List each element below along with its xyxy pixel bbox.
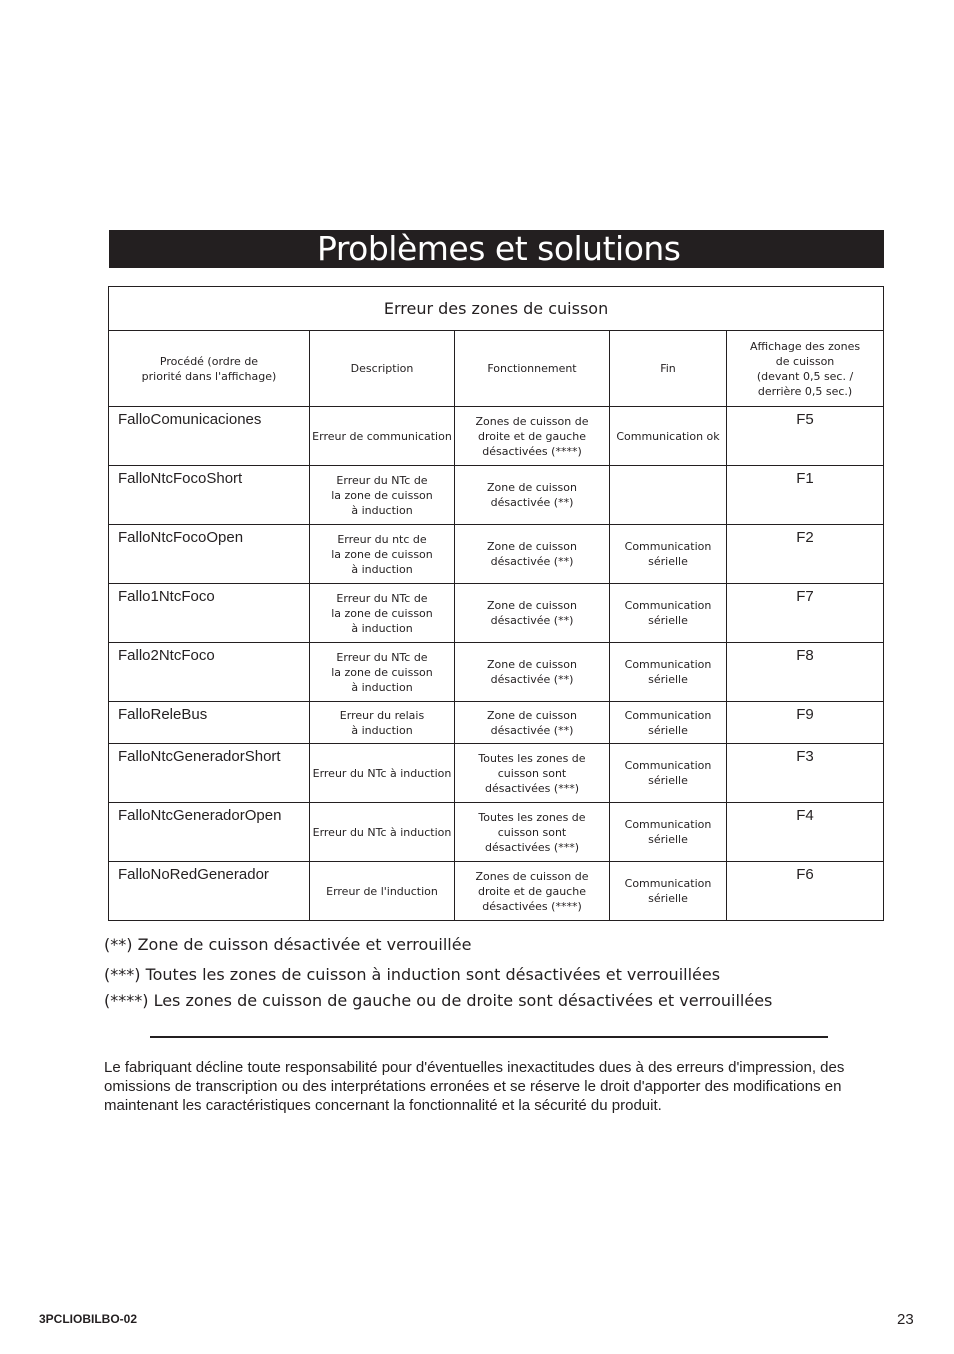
cell-text: Fallo2NtcFoco	[118, 647, 215, 664]
cell-text: Communication sérielle	[624, 818, 712, 846]
description-cell	[310, 525, 455, 584]
display-code-cell	[727, 407, 884, 466]
cell-text: Communication ok	[616, 429, 720, 443]
procedure-cell	[109, 407, 310, 466]
display-code-cell	[727, 744, 884, 803]
procedure-cell	[109, 643, 310, 702]
operation-cell	[455, 862, 610, 921]
procedure-cell	[109, 525, 310, 584]
procedure-cell	[109, 744, 310, 803]
description-cell	[310, 803, 455, 862]
disclaimer-text: Le fabriquant décline toute responsabilité pour d'éventuelles inexactitudes dues à des erreurs d'impression, des omissions de transcription ou des interprétations erronées et se réserve le droit d'apporter des modifications en maintenant les caractéristiques concernant la fonctionnalité et la sécurité du produit.	[104, 1059, 845, 1114]
description-cell	[310, 702, 455, 744]
cell-text: Erreur de l'induction	[326, 884, 438, 898]
display-code-cell	[727, 643, 884, 702]
cell-text: F3	[796, 748, 814, 765]
column-header-label: Fonctionnement	[487, 362, 577, 375]
cell-text: FalloNtcGeneradorShort	[118, 748, 281, 765]
column-header	[610, 331, 727, 407]
end-cell	[610, 744, 727, 803]
end-cell	[610, 407, 727, 466]
operation-cell	[455, 643, 610, 702]
cell-text: Zone de cuisson désactivée (**)	[487, 658, 577, 686]
cell-text: F1	[796, 470, 814, 487]
cell-text: FalloNtcFocoShort	[118, 470, 243, 487]
cell-text: Communication sérielle	[624, 877, 712, 905]
operation-cell	[455, 803, 610, 862]
display-code-cell	[727, 466, 884, 525]
cell-text: Communication sérielle	[624, 708, 712, 737]
cell-text: Erreur de communication	[312, 429, 452, 443]
cell-text: FalloNtcFocoOpen	[118, 529, 244, 546]
column-header-label: Procédé (ordre de priorité dans l'affichage)	[141, 354, 277, 383]
cell-text: Zone de cuisson désactivée (**)	[487, 481, 577, 509]
table-row	[109, 525, 884, 584]
operation-cell	[455, 702, 610, 744]
cell-text: F5	[796, 411, 814, 428]
operation-cell	[455, 744, 610, 803]
column-header-label: Fin	[660, 362, 676, 375]
procedure-cell	[109, 702, 310, 744]
error-table	[108, 286, 884, 921]
cell-text: Zones de cuisson de droite et de gauche désactivées (****)	[475, 414, 589, 458]
footnote: (****) Les zones de cuisson de gauche ou de droite sont désactivées et verrouillées	[104, 991, 773, 1010]
cell-text: F6	[796, 866, 814, 883]
end-cell	[610, 862, 727, 921]
cell-text: Erreur du NTc de la zone de cuisson à induction	[331, 650, 433, 694]
description-cell	[310, 862, 455, 921]
end-cell	[610, 702, 727, 744]
end-cell	[610, 525, 727, 584]
page-title: Problèmes et solutions	[109, 230, 884, 268]
display-code-cell	[727, 862, 884, 921]
cell-text: FalloComunicaciones	[118, 411, 262, 428]
procedure-cell	[109, 466, 310, 525]
cell-text: Communication sérielle	[624, 599, 712, 627]
cell-text: Communication sérielle	[624, 540, 712, 568]
cell-text: FalloReleBus	[118, 706, 208, 723]
column-header	[109, 331, 310, 407]
display-code-cell	[727, 584, 884, 643]
end-cell	[610, 643, 727, 702]
cell-text: Communication sérielle	[624, 759, 712, 787]
column-header	[455, 331, 610, 407]
cell-text: Erreur du NTc de la zone de cuisson à induction	[331, 591, 433, 635]
operation-cell	[455, 525, 610, 584]
procedure-cell	[109, 584, 310, 643]
table-row	[109, 466, 884, 525]
document-code: 3PCLIOBILBO-02	[39, 1312, 138, 1326]
operation-cell	[455, 466, 610, 525]
cell-text: Toutes les zones de cuisson sont désactivées (***)	[478, 810, 586, 854]
table-row	[109, 407, 884, 466]
procedure-cell	[109, 862, 310, 921]
cell-text: Erreur du NTc de la zone de cuisson à induction	[331, 473, 433, 517]
column-header	[727, 331, 884, 407]
description-cell	[310, 744, 455, 803]
table-header-row	[109, 331, 884, 407]
description-cell	[310, 407, 455, 466]
end-cell	[610, 466, 727, 525]
display-code-cell	[727, 702, 884, 744]
description-cell	[310, 466, 455, 525]
cell-text: Toutes les zones de cuisson sont désactivées (***)	[478, 751, 586, 795]
description-cell	[310, 584, 455, 643]
column-header-label: Description	[350, 362, 414, 375]
table-body	[109, 407, 884, 921]
column-header	[310, 331, 455, 407]
cell-text: FalloNoRedGenerador	[118, 866, 269, 883]
cell-text: Fallo1NtcFoco	[118, 588, 215, 605]
display-code-cell	[727, 803, 884, 862]
operation-cell	[455, 407, 610, 466]
cell-text: Erreur du NTc à induction	[312, 825, 452, 839]
cell-text: Erreur du NTc à induction	[312, 766, 452, 780]
display-code-cell	[727, 525, 884, 584]
cell-text: F7	[796, 588, 814, 605]
footnote: (**) Zone de cuisson désactivée et verrouillée	[104, 935, 472, 954]
page-number: 23	[897, 1311, 914, 1328]
table-row	[109, 803, 884, 862]
footnotes	[104, 935, 884, 1011]
table-caption: Erreur des zones de cuisson	[109, 287, 884, 331]
cell-text: Erreur du relais à induction	[339, 708, 425, 737]
column-header-label: Affichage des zones de cuisson (devant 0,5 sec. / derrière 0,5 sec.)	[749, 339, 861, 398]
cell-text: Erreur du ntc de la zone de cuisson à induction	[331, 532, 433, 576]
table-row	[109, 744, 884, 803]
cell-text: Zone de cuisson désactivée (**)	[487, 599, 577, 627]
cell-text: Zone de cuisson désactivée (**)	[487, 540, 577, 568]
end-cell	[610, 803, 727, 862]
cell-text: Zone de cuisson désactivée (**)	[487, 708, 577, 737]
description-cell	[310, 643, 455, 702]
cell-text: F2	[796, 529, 814, 546]
cell-text: F8	[796, 647, 814, 664]
end-cell	[610, 584, 727, 643]
divider	[150, 1036, 828, 1038]
procedure-cell	[109, 803, 310, 862]
cell-text: Communication sérielle	[624, 658, 712, 686]
table-row	[109, 862, 884, 921]
cell-text: FalloNtcGeneradorOpen	[118, 807, 282, 824]
cell-text: F9	[796, 706, 814, 723]
operation-cell	[455, 584, 610, 643]
table-row	[109, 702, 884, 744]
table-row	[109, 643, 884, 702]
cell-text: Zones de cuisson de droite et de gauche désactivées (****)	[475, 869, 589, 913]
cell-text: F4	[796, 807, 814, 824]
table-row	[109, 584, 884, 643]
footnote: (***) Toutes les zones de cuisson à induction sont désactivées et verrouillées	[104, 965, 721, 984]
